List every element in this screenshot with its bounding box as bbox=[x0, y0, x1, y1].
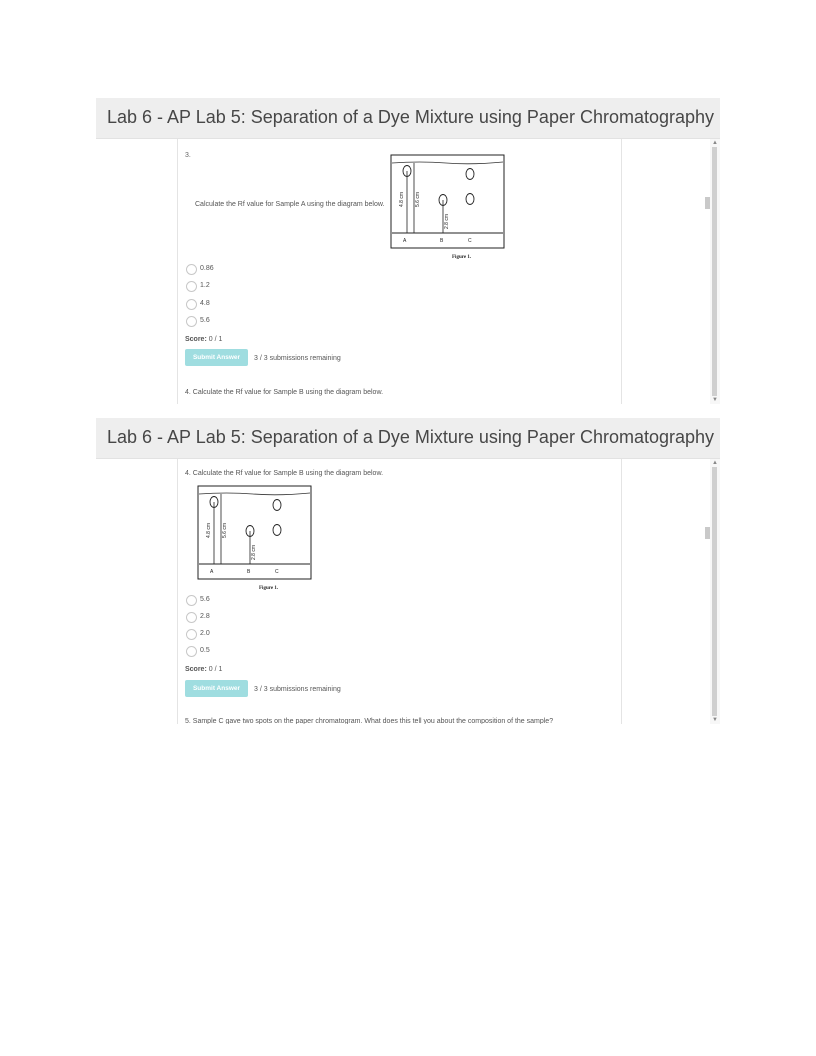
right-divider bbox=[621, 459, 622, 724]
submit-answer-button[interactable]: Submit Answer bbox=[185, 349, 248, 366]
submissions-remaining: 3 / 3 submissions remaining bbox=[254, 355, 341, 362]
quiz-window-2 bbox=[96, 418, 720, 724]
window-title: Lab 6 - AP Lab 5: Separation of a Dye Mixture using Paper Chromatography bbox=[107, 427, 715, 447]
column-b-label: B bbox=[440, 238, 444, 244]
question-prompt: Calculate the Rf value for Sample A using the diagram below. bbox=[195, 201, 385, 208]
option-label: 1.2 bbox=[200, 282, 210, 289]
measure-c-label: 2.8 cm bbox=[444, 213, 450, 229]
option-radio[interactable] bbox=[186, 595, 197, 606]
scroll-down-arrow-icon[interactable]: ▼ bbox=[712, 717, 718, 723]
next-question-text: 5. Sample C gave two spots on the paper chromatogram. What does this tell you about the composition of the sample? bbox=[185, 718, 554, 724]
option-radio[interactable] bbox=[186, 646, 197, 657]
score-value: 0 / 1 bbox=[208, 666, 223, 673]
score-value: 0 / 1 bbox=[208, 336, 223, 343]
submissions-remaining: 3 / 3 submissions remaining bbox=[254, 686, 341, 693]
option-label: 5.6 bbox=[200, 317, 210, 324]
scrollbar[interactable] bbox=[710, 139, 720, 404]
question-scroll-area[interactable] bbox=[96, 459, 720, 724]
scroll-position-marker bbox=[705, 197, 710, 209]
measure-a-label: 4.8 cm bbox=[206, 522, 212, 538]
next-question-text: 4. Calculate the Rf value for Sample B using the diagram below. bbox=[185, 389, 384, 396]
title-bar bbox=[96, 98, 720, 139]
figure-caption: Figure 1. bbox=[452, 255, 472, 260]
question-prompt: 4. Calculate the Rf value for Sample B using the diagram below. bbox=[185, 470, 384, 477]
scroll-up-arrow-icon[interactable]: ▲ bbox=[712, 460, 718, 466]
quiz-window-1 bbox=[96, 98, 720, 404]
column-a-label: A bbox=[403, 238, 407, 244]
figure-caption: Figure 1. bbox=[259, 586, 279, 591]
score-label: Score: bbox=[185, 336, 207, 343]
scroll-up-arrow-icon[interactable]: ▲ bbox=[712, 140, 718, 146]
column-c-label: C bbox=[275, 569, 279, 575]
question-scroll-area[interactable] bbox=[96, 139, 720, 404]
left-divider bbox=[177, 459, 178, 724]
column-b-label: B bbox=[247, 569, 251, 575]
option-label: 0.5 bbox=[200, 647, 210, 654]
option-label: 0.86 bbox=[200, 265, 214, 272]
option-radio[interactable] bbox=[186, 264, 197, 275]
option-radio[interactable] bbox=[186, 299, 197, 310]
title-bar bbox=[96, 418, 720, 459]
submit-answer-button[interactable]: Submit Answer bbox=[185, 680, 248, 697]
left-divider bbox=[177, 139, 178, 404]
option-label: 2.8 bbox=[200, 613, 210, 620]
option-label: 2.0 bbox=[200, 630, 210, 637]
scroll-down-arrow-icon[interactable]: ▼ bbox=[712, 397, 718, 403]
option-radio[interactable] bbox=[186, 281, 197, 292]
right-divider bbox=[621, 139, 622, 404]
question-number: 3. bbox=[185, 152, 191, 159]
chromatography-figure bbox=[197, 484, 313, 594]
option-radio[interactable] bbox=[186, 316, 197, 327]
option-label: 4.8 bbox=[200, 300, 210, 307]
score-row bbox=[185, 666, 222, 673]
scrollbar-thumb[interactable] bbox=[712, 467, 717, 716]
option-radio[interactable] bbox=[186, 629, 197, 640]
scrollbar-thumb[interactable] bbox=[712, 147, 717, 396]
scrollbar[interactable] bbox=[710, 459, 720, 724]
window-title: Lab 6 - AP Lab 5: Separation of a Dye Mixture using Paper Chromatography bbox=[107, 107, 715, 127]
option-label: 5.6 bbox=[200, 596, 210, 603]
option-radio[interactable] bbox=[186, 612, 197, 623]
measure-b-label: 5.6 cm bbox=[415, 191, 421, 207]
score-row bbox=[185, 336, 222, 343]
column-a-label: A bbox=[210, 569, 214, 575]
measure-c-label: 2.8 cm bbox=[251, 544, 257, 560]
measure-b-label: 5.6 cm bbox=[222, 522, 228, 538]
column-c-label: C bbox=[468, 238, 472, 244]
scroll-position-marker bbox=[705, 527, 710, 539]
score-label: Score: bbox=[185, 666, 207, 673]
measure-a-label: 4.8 cm bbox=[399, 191, 405, 207]
chromatography-figure bbox=[390, 153, 506, 263]
